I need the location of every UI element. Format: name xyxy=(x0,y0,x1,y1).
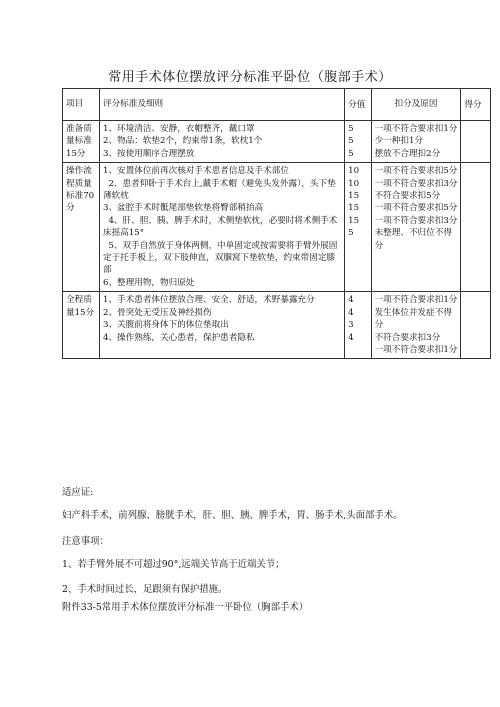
deduction-line: 摆放不合理扣2分 xyxy=(374,148,441,159)
deduction-line: 一项不符合要求扣1分 xyxy=(374,344,458,355)
notes-label: 注意事项： xyxy=(62,536,109,547)
standard-line: 5、双手自然放于身体两侧，中单固定或按需要将手臂外展固定于托手板上，双下肢伸直，双腘窝下垫软垫，约束带固定膝部 xyxy=(102,240,338,276)
deduction-line: 一项不符合要求扣3分 xyxy=(374,215,458,226)
deduction-line: 一项不符合要求扣1分 xyxy=(374,295,458,306)
deduction-line: 一项不符合要求扣5分 xyxy=(374,166,458,177)
standard-line: 2、骨突处无受压及神经损伤 xyxy=(102,307,212,318)
standard-line: 3、按使用顺序合理摆放 xyxy=(102,148,195,159)
header-deduct: 扣分及原因 xyxy=(371,89,461,121)
score-cell xyxy=(345,163,371,292)
applicable-label: 适应证: xyxy=(62,487,94,498)
header-standard: 评分标准及细则 xyxy=(99,89,344,121)
appendix-title: 附件33-5常用手术体位摆放评分标准一平卧位（胸部手术） xyxy=(62,602,309,613)
score-line: 5 xyxy=(348,136,354,147)
standard-line: 4、操作熟练，关心患者，保护患者隐私 xyxy=(102,332,255,343)
standard-line: 1、安置体位前再次核对手术患者信息及手术部位 xyxy=(102,166,289,177)
standard-line: 3、关腹前将身体下的体位垫取出 xyxy=(102,320,229,331)
note-1: 1、若手臂外展不可超过90°,远端关节高于近端关节； xyxy=(62,559,285,570)
document-title: 常用手术体位摆放评分标准平卧位（腹部手术） xyxy=(108,70,392,85)
deduction-line: 不符合要求扣5分 xyxy=(374,191,441,202)
score-line: 5 xyxy=(348,124,354,134)
deduction-cell xyxy=(371,163,461,292)
deduction-line: 不符合要求扣3分 xyxy=(374,332,441,343)
header-score: 分值 xyxy=(345,89,371,121)
deduction-line: 一项不符合要求扣5分 xyxy=(374,203,458,214)
score-line: 4 xyxy=(348,295,354,306)
deduction-line: 未整理、不归位不得分 xyxy=(374,228,452,251)
project-cell: 准备质量标准15分 xyxy=(63,121,100,163)
standard-line: 2、患者仰卧于手术台上,戴手术帽（避免头发外露），头下垫薄软枕 xyxy=(102,178,336,202)
table-row xyxy=(63,292,491,359)
score-line: 5 xyxy=(348,228,354,239)
standard-line: 2、物品：软垫2个，约束带1条，软枕1个 xyxy=(102,136,263,147)
note-2: 2、手术时间过长，足跟须有保护措施。 xyxy=(62,584,228,595)
standard-line: 4、肝、胆、胰、脾手术时，术侧垫软枕，必要时将术侧手术床摇高15° xyxy=(102,215,338,239)
standard-line: 6、整理用物，物归原处 xyxy=(102,277,195,288)
got-cell xyxy=(461,292,491,359)
standard-line: 3、盆腔手术时骶尾部垫软垫将臀部稍抬高 xyxy=(102,203,264,214)
score-line: 4 xyxy=(348,332,354,343)
applicable-text: 妇产科手术，前列腺、膀胱手术，肝、胆、胰、脾手术，胃、肠手术,头面部手术。 xyxy=(62,510,403,521)
standard-line: 1、手术患者体位摆放合理、安全、舒适，术野暴露充分 xyxy=(102,295,315,306)
scoring-table xyxy=(62,88,491,359)
score-line: 10 xyxy=(348,178,360,189)
got-cell xyxy=(461,163,491,292)
deduction-line: 少一种扣1分 xyxy=(374,136,423,147)
standard-line: 1、环境清洁、安静，衣帽整齐，戴口罩 xyxy=(102,124,255,134)
got-cell xyxy=(461,121,491,163)
standard-cell xyxy=(99,121,344,163)
score-line: 15 xyxy=(348,191,360,202)
deduction-line: 发生体位并发症不得分 xyxy=(374,307,452,331)
score-line: 3 xyxy=(348,320,354,331)
score-cell xyxy=(345,121,371,163)
header-project: 项目 xyxy=(63,89,100,121)
project-cell: 操作流程质量标准70分 xyxy=(63,163,100,292)
score-line: 15 xyxy=(348,215,360,226)
score-cell xyxy=(345,292,371,359)
deduction-cell xyxy=(371,121,461,163)
table-row xyxy=(63,121,491,163)
project-cell: 全程质量15分 xyxy=(63,292,100,359)
table-header-row xyxy=(63,89,491,121)
score-line: 5 xyxy=(348,148,354,159)
deduction-cell xyxy=(371,292,461,359)
score-line: 15 xyxy=(348,203,360,214)
score-line: 4 xyxy=(348,307,354,318)
standard-cell xyxy=(99,163,344,292)
score-line: 10 xyxy=(348,166,360,177)
deduction-line: 一项不符合要求扣3分 xyxy=(374,178,458,189)
deduction-line: 一项不符合要求扣1分 xyxy=(374,124,458,134)
standard-cell xyxy=(99,292,344,359)
table-row xyxy=(63,163,491,292)
header-got: 得分 xyxy=(461,89,491,121)
